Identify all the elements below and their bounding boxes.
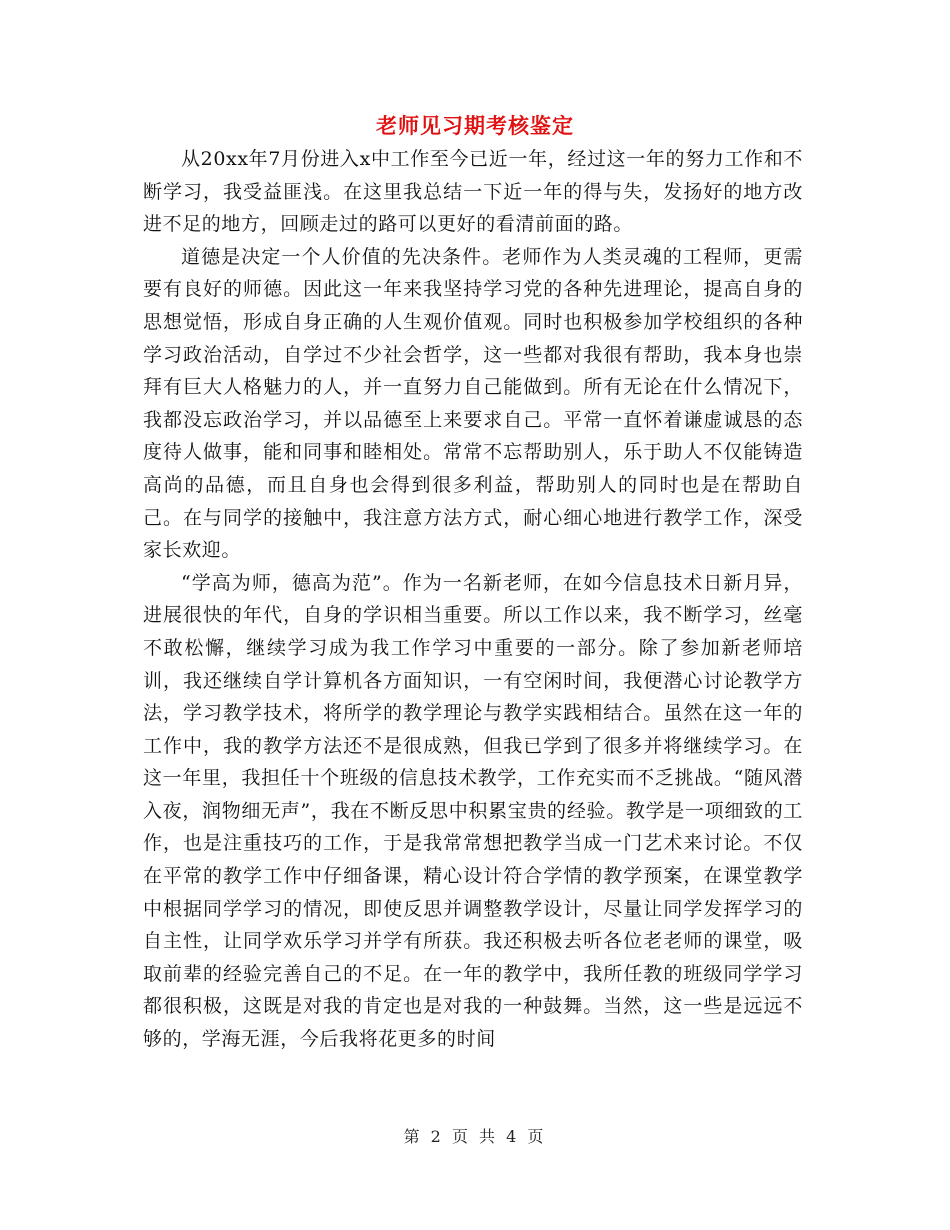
document-body (143, 143, 803, 1056)
document-title: 老师见习期考核鉴定 (376, 113, 574, 138)
paragraph-morality: 道德是决定一个人价值的先决条件。老师作为人类灵魂的工程师，更需要有良好的师德。因此这一年来我坚持学习党的各种先进理论，提高自身的思想觉悟，形成自身正确的人生观价值观。同时也积极参加学校组织的各种学习政治活动，自学过不少社会哲学，这一些都对我很有帮助，我本身也崇拜有巨大人格魅力的人，并一直努力自己能做到。所有无论在什么情况下，我都没忘政治学习，并以品德至上来要求自己。平常一直怀着谦虚诚恳的态度待人做事，能和同事和睦相处。常常不忘帮助别人，乐于助人不仅能铸造高尚的品德，而且自身也会得到很多利益，帮助别人的同时也是在帮助自己。在与同学的接触中，我注意方法方式，耐心细心地进行教学工作，深受家长欢迎。 (143, 245, 803, 562)
paragraph-learning: “学高为师，德高为范”。作为一名新老师，在如今信息技术日新月异，进展很快的年代，自身的学识相当重要。所以工作以来，我不断学习，丝毫不敢松懈，继续学习成为我工作学习中重要的一部分。除了参加新老师培训，我还继续自学计算机各方面知识，一有空闲时间，我便潜心讨论教学方法，学习教学技术，将所学的教学理论与教学实践相结合。虽然在这一年的工作中，我的教学方法还不是很成熟，但我已学到了很多并将继续学习。在这一年里，我担任十个班级的信息技术教学，工作充实而不乏挑战。“随风潜入夜，润物细无声”，我在不断反思中积累宝贵的经验。教学是一项细致的工作，也是注重技巧的工作，于是我常常想把教学当成一门艺术来讨论。不仅在平常的教学工作中仔细备课，精心设计符合学情的教学预案，在课堂教学中根据同学学习的情况，即使反思并调整教学设计，尽量让同学发挥学习的自主性，让同学欢乐学习并学有所获。我还积极去听各位老老师的课堂，吸取前辈的经验完善自己的不足。在一年的教学中，我所任教的班级同学学习都很积极，这既是对我的肯定也是对我的一种鼓舞。当然，这一些是远远不够的，学海无涯，今后我将花更多的时间 (143, 571, 803, 1051)
paragraph-intro: 从20xx年7月份进入x中工作至今已近一年，经过这一年的努力工作和不断学习，我受益匪浅。在这里我总结一下近一年的得与失，发扬好的地方改进不足的地方，回顾走过的路可以更好的看清前面的路。 (143, 148, 803, 236)
page-number-footer: 第 2 页 共 4 页 (403, 1127, 547, 1146)
